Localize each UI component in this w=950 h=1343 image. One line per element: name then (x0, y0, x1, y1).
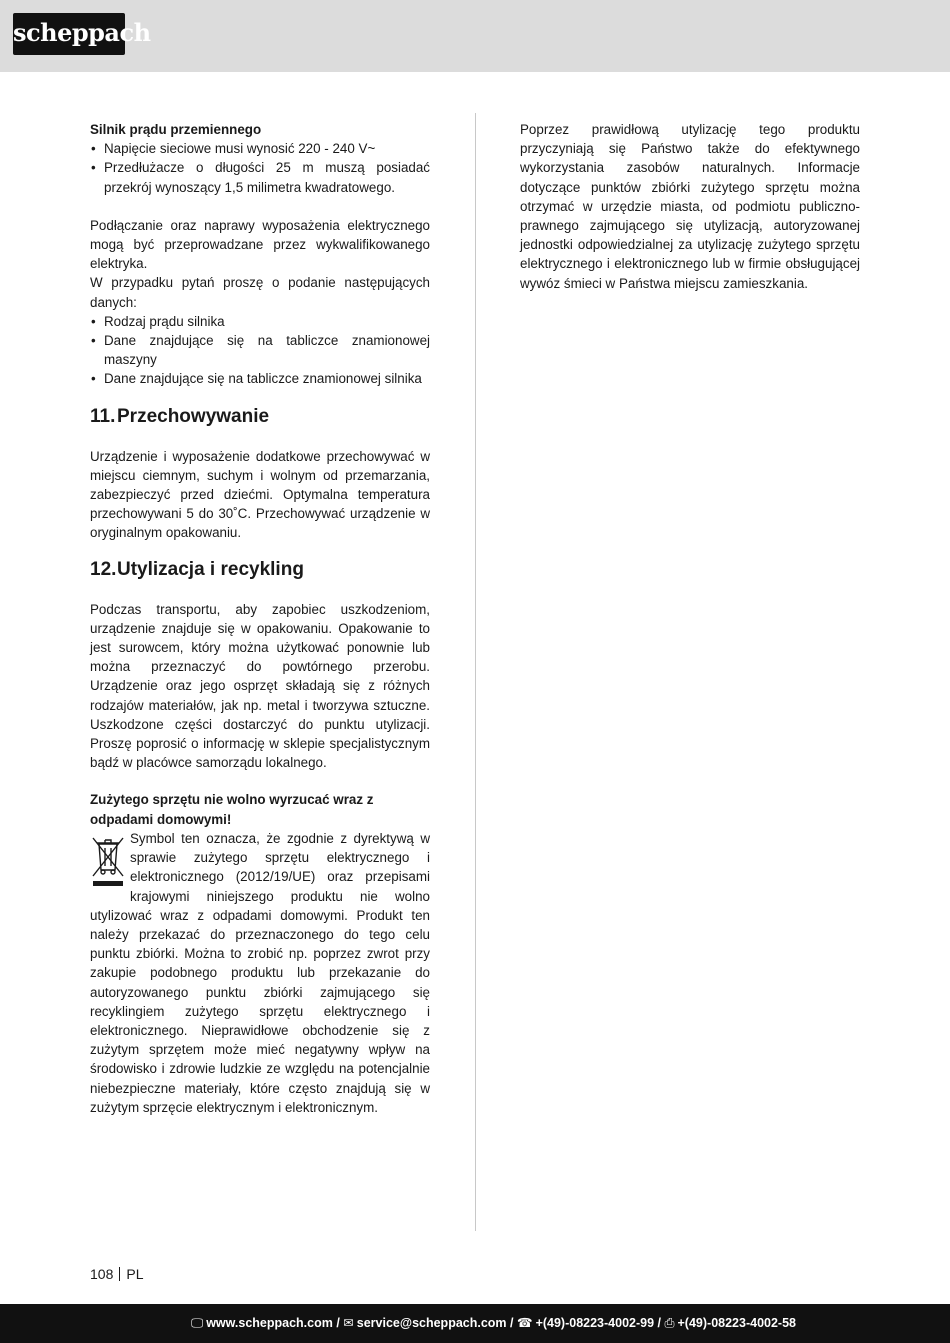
motor-list (90, 139, 430, 197)
storage-paragraph: Urządzenie i wyposażenie dodatkowe przechowywać w miejscu ciemnym, suchym i wolnym od przemarzania, zabezpieczyć przed dziećmi. Optymalna temperatura przechowywani 5 do 30˚C. Przechowywać urządzenie w oryginalnym opakowaniu. (90, 448, 430, 541)
recycling-continued-paragraph: Poprzez prawidłową utylizację tego produktu przyczyniają się Państwo także do efektywnego wykorzystania zasobów naturalnych. Informacje dotyczące punktów zbiórki zużytego sprzętu można otrzymać w urzędzie miasta, od podmiotu publiczno-prawnego zajmującego się utylizacją, autoryzowanej jednostki odpowiedzialnej za utylizację zużytego sprzętu elektrycznego i elektronicznego lub w firmie obsługującej wywóz śmieci w Państwa miejscu zamieszkania. (520, 122, 860, 291)
page-number (90, 1265, 143, 1283)
phone-icon: ☎ (516, 1316, 533, 1330)
weee-paragraph: Symbol ten oznacza, że zgodnie z dyrektywą w sprawie zużytego sprzętu elektrycznego i elektronicznego (2012/19/UE) oraz przepisami krajowymi niniejszego produktu nie wolno utylizować wraz z odpadami domowymi. Produkt ten należy przekazać do przeznaczonego do tego celu punktu zbiórki. Można to zrobić np. poprzez zwrot przy zakupie podobnego produktu lub przekazanie do autoryzowanego punktu zbiórki zajmującego się recyklingiem zużytego sprzętu elektrycznego i elektronicznego. Nieprawidłowe obchodzenie się z zużytym sprzętem może mieć negatywny wpływ na środowisko i zdrowie ludzkie ze względu na potencjalnie niebezpieczne materiały, które często znajdują się w zużytym sprzęcie elektrycznym i elektronicznym. (90, 830, 430, 1115)
page-number-value: 108 (90, 1266, 114, 1282)
left-column (90, 120, 430, 1117)
list-item: • Dane znajdujące się na tabliczce znamionowej maszyny (90, 331, 430, 369)
computer-icon: 🖵 (191, 1316, 204, 1330)
right-column (520, 120, 860, 293)
website-link[interactable]: www.scheppach.com / (206, 1316, 340, 1330)
section-title: Przechowywanie (117, 405, 270, 427)
section-number: 11. (90, 405, 116, 427)
questions-list (90, 312, 430, 389)
fax-number: +(49)-08223-4002-58 (677, 1316, 796, 1330)
list-item: • Napięcie sieciowe musi wynosić 220 - 240 V~ (90, 139, 430, 158)
page-separator (119, 1267, 120, 1281)
column-divider (475, 113, 476, 1231)
list-item: • Dane znajdujące się na tabliczce znamionowej silnika (90, 369, 430, 388)
scheppach-logo: scheppach (13, 13, 125, 55)
section-title: Utylizacja i recykling (117, 558, 304, 580)
fax-icon: ⎙ (664, 1316, 675, 1330)
questions-intro: W przypadku pytań proszę o podanie następujących danych: (90, 275, 430, 310)
footer-band (0, 1304, 950, 1343)
repair-paragraph: Podłączanie oraz naprawy wyposażenia elektrycznego mogą być przeprowadzane przez wykwalifikowanego elektryka. (90, 217, 430, 272)
list-item: • Przedłużacze o długości 25 m muszą posiadać przekrój wynoszący 1,5 milimetra kwadratowego. (90, 158, 430, 196)
contact-line (191, 1304, 796, 1343)
motor-heading: Silnik prądu przemiennego (90, 122, 262, 137)
recycling-paragraph: Podczas transportu, aby zapobiec uszkodzeniom, urządzenie znajduje się w opakowaniu. Opakowanie to jest surowcem, który można użytkować ponownie lub można przeznaczyć do powtórnego przerobu. Urządzenie oraz jego osprzęt składają się z różnych rodzajów materiałów, jak np. metal i tworzywa sztuczne. Uszkodzone części dostarczyć do punktu utylizacji. Proszę poprosić o informację w sklepie specjalistycznym bądź w placówce samorządu lokalnego. (90, 601, 430, 771)
weee-block (90, 829, 430, 1117)
mail-icon: ✉ (343, 1316, 354, 1330)
section-number: 12. (90, 558, 117, 580)
weee-heading: Zużytego sprzętu nie wolno wyrzucać wraz z odpadami domowymi! (90, 792, 374, 827)
email-link[interactable]: service@scheppach.com / (356, 1316, 514, 1330)
section-11-heading (90, 405, 430, 429)
section-12-heading (90, 558, 430, 582)
phone-number: +(49)-08223-4002-99 / (535, 1316, 661, 1330)
crossed-bin-icon (90, 832, 126, 888)
list-item: • Rodzaj prądu silnika (90, 312, 430, 331)
language-code: PL (126, 1266, 144, 1282)
header-band (0, 0, 950, 72)
